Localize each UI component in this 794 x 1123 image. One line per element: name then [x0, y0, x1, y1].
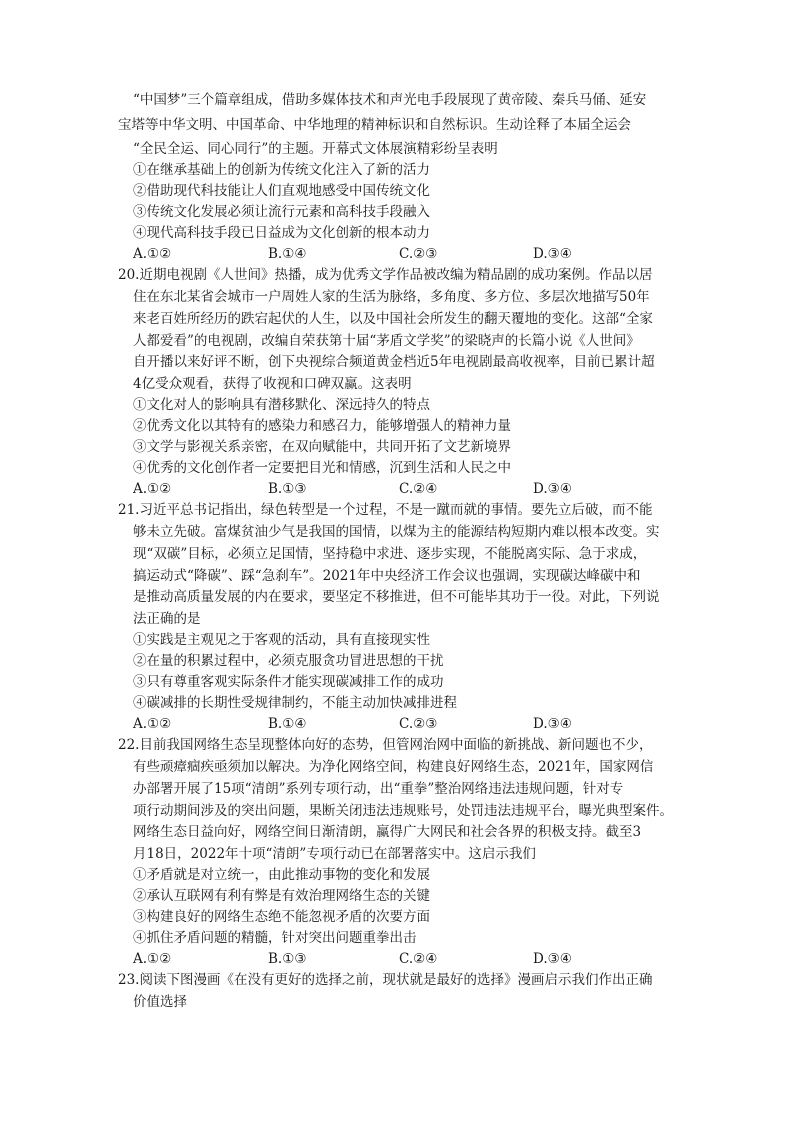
- q21-choice-4: ④碳减排的长期性受规律制约，不能主动加快减排进程: [133, 695, 457, 711]
- q22-stem-line-3: 办部署开展了15项“清朗”系列专项行动，出“重拳”整治网络违法违规问题，针对专: [133, 781, 624, 797]
- option-a[interactable]: A.①②: [133, 481, 172, 497]
- q22-choice-4: ④抓住矛盾问题的精髓，针对突出问题重拳出击: [133, 930, 417, 946]
- option-c[interactable]: C.②③: [399, 716, 438, 732]
- q21-stem-line-2: 够未立先破。富煤贫油少气是我国的国情，以煤为主的能源结构短期内难以根本改变。实: [133, 524, 660, 540]
- option-d[interactable]: D.③④: [533, 951, 572, 967]
- option-a[interactable]: A.①②: [133, 951, 172, 967]
- q21-stem-line-6: 法正确的是: [133, 611, 201, 627]
- q20-choice-3: ③文学与影视关系亲密，在双向赋能中，共同开拓了文艺新境界: [133, 439, 511, 455]
- q20-options: [133, 479, 693, 499]
- q22-options: [133, 949, 693, 969]
- q21-stem-line-4: 搞运动式“降碳”、踩“急刹车”。2021年中央经济工作会议也强调，实现碳达峰碳中和: [133, 568, 641, 584]
- option-d[interactable]: D.③④: [533, 716, 572, 732]
- q19-stem-line-1: “中国梦”三个篇章组成，借助多媒体技术和声光电手段展现了黄帝陵、秦兵马俑、延安: [133, 92, 647, 108]
- q19-options: [133, 244, 693, 264]
- q20-stem-line-2: 住在东北某省会城市一户周姓人家的生活为脉络，多角度、多方位、多层次地描写50年: [133, 289, 650, 305]
- q20-choice-4: ④优秀的文化创作者一定要把目光和情感，沉到生活和人民之中: [133, 460, 511, 476]
- q22-stem-line-6: 月18日，2022年十项“清朗”专项行动已在部署落实中。这启示我们: [133, 846, 536, 862]
- q21-choice-1: ①实践是主观见之于客观的活动，具有直接现实性: [133, 632, 430, 648]
- option-b[interactable]: B.①③: [268, 481, 307, 497]
- q19-choice-4: ④现代高科技手段已日益成为文化创新的根本动力: [133, 225, 430, 241]
- option-c[interactable]: C.②④: [399, 951, 438, 967]
- q23-stem-line-1: 23.阅读下图漫画《在没有更好的选择之前，现状就是最好的选择》漫画启示我们作出正确: [118, 972, 653, 988]
- option-d[interactable]: D.③④: [533, 481, 572, 497]
- q22-choice-1: ①矛盾就是对立统一，由此推动事物的变化和发展: [133, 867, 430, 883]
- option-c[interactable]: C.②③: [399, 246, 438, 262]
- q20-stem-line-1: 20.近期电视剧《人世间》热播，成为优秀文学作品被改编为精品剧的成功案例。作品以居: [118, 267, 653, 283]
- q23-stem-line-2: 价值选择: [133, 994, 187, 1010]
- q19-stem-line-3: “全民全运、同心同行”的主题。开幕式文体展演精彩纷呈表明: [133, 141, 498, 157]
- q19-stem-line-2: 宝塔等中华文明、中国革命、中华地理的精神标识和自然标识。生动诠释了本届全运会: [118, 117, 631, 133]
- q21-stem-line-5: 是推动高质量发展的内在要求，要坚定不移推进，但不可能毕其功于一役。对此，下列说: [133, 589, 660, 605]
- q22-stem-line-2: 有些顽瘴痼疾亟须加以解决。为净化网络空间，构建良好网络生态，2021年，国家网信: [133, 759, 654, 775]
- q19-choice-2: ②借助现代科技能让人们直观地感受中国传统文化: [133, 183, 430, 199]
- q21-choice-3: ③只有尊重客观实际条件才能实现碳减排工作的成功: [133, 674, 444, 690]
- option-d[interactable]: D.③④: [533, 246, 572, 262]
- q21-choice-2: ②在量的积累过程中，必须克服贪功冒进思想的干扰: [133, 653, 444, 669]
- q22-stem-line-4: 项行动期间涉及的突出问题，果断关闭违法违规账号，处罚违法违规平台，曝光典型案件。: [133, 803, 673, 819]
- q20-stem-line-5: 自开播以来好评不断，创下央视综合频道黄金档近5年电视剧最高收视率，目前已累计超: [133, 354, 655, 370]
- option-b[interactable]: B.①③: [268, 951, 307, 967]
- option-b[interactable]: B.①④: [268, 246, 307, 262]
- q20-choice-1: ①文化对人的影响具有潜移默化、深远持久的特点: [133, 397, 430, 413]
- q20-choice-2: ②优秀文化以其特有的感染力和感召力，能够增强人的精神力量: [133, 418, 511, 434]
- option-a[interactable]: A.①②: [133, 246, 172, 262]
- q22-choice-2: ②承认互联网有利有弊是有效治理网络生态的关键: [133, 888, 430, 904]
- option-a[interactable]: A.①②: [133, 716, 172, 732]
- q20-stem-line-4: 人都爱看”的电视剧，改编自荣获第十届“茅盾文学奖”的梁晓声的长篇小说《人世间》: [133, 333, 640, 349]
- q22-choice-3: ③构建良好的网络生态绝不能忽视矛盾的次要方面: [133, 909, 430, 925]
- q21-stem-line-3: 现“双碳”目标，必须立足国情，坚持稳中求进、逐步实现，不能脱离实际、急于求成，: [133, 546, 647, 562]
- q21-stem-line-1: 21.习近平总书记指出，绿色转型是一个过程，不是一蹴而就的事情。要先立后破，而不能: [118, 502, 653, 518]
- q21-options: [133, 714, 693, 734]
- option-b[interactable]: B.①④: [268, 716, 307, 732]
- q20-stem-line-6: 4亿受众观看，获得了收视和口碑双赢。这表明: [133, 376, 412, 392]
- q19-choice-3: ③传统文化发展必须让流行元素和高科技手段融入: [133, 204, 430, 220]
- q22-stem-line-1: 22.目前我国网络生态呈现整体向好的态势，但管网治网中面临的新挑战、新问题也不少，: [118, 737, 653, 753]
- q22-stem-line-5: 网络生态日益向好，网络空间日渐清朗，赢得广大网民和社会各界的积极支持。截至3: [133, 824, 642, 840]
- option-c[interactable]: C.②④: [399, 481, 438, 497]
- q19-choice-1: ①在继承基础上的创新为传统文化注入了新的活力: [133, 162, 430, 178]
- q20-stem-line-3: 来老百姓所经历的跌宕起伏的人生，以及中国社会所发生的翻天覆地的变化。这部“全家: [133, 311, 653, 327]
